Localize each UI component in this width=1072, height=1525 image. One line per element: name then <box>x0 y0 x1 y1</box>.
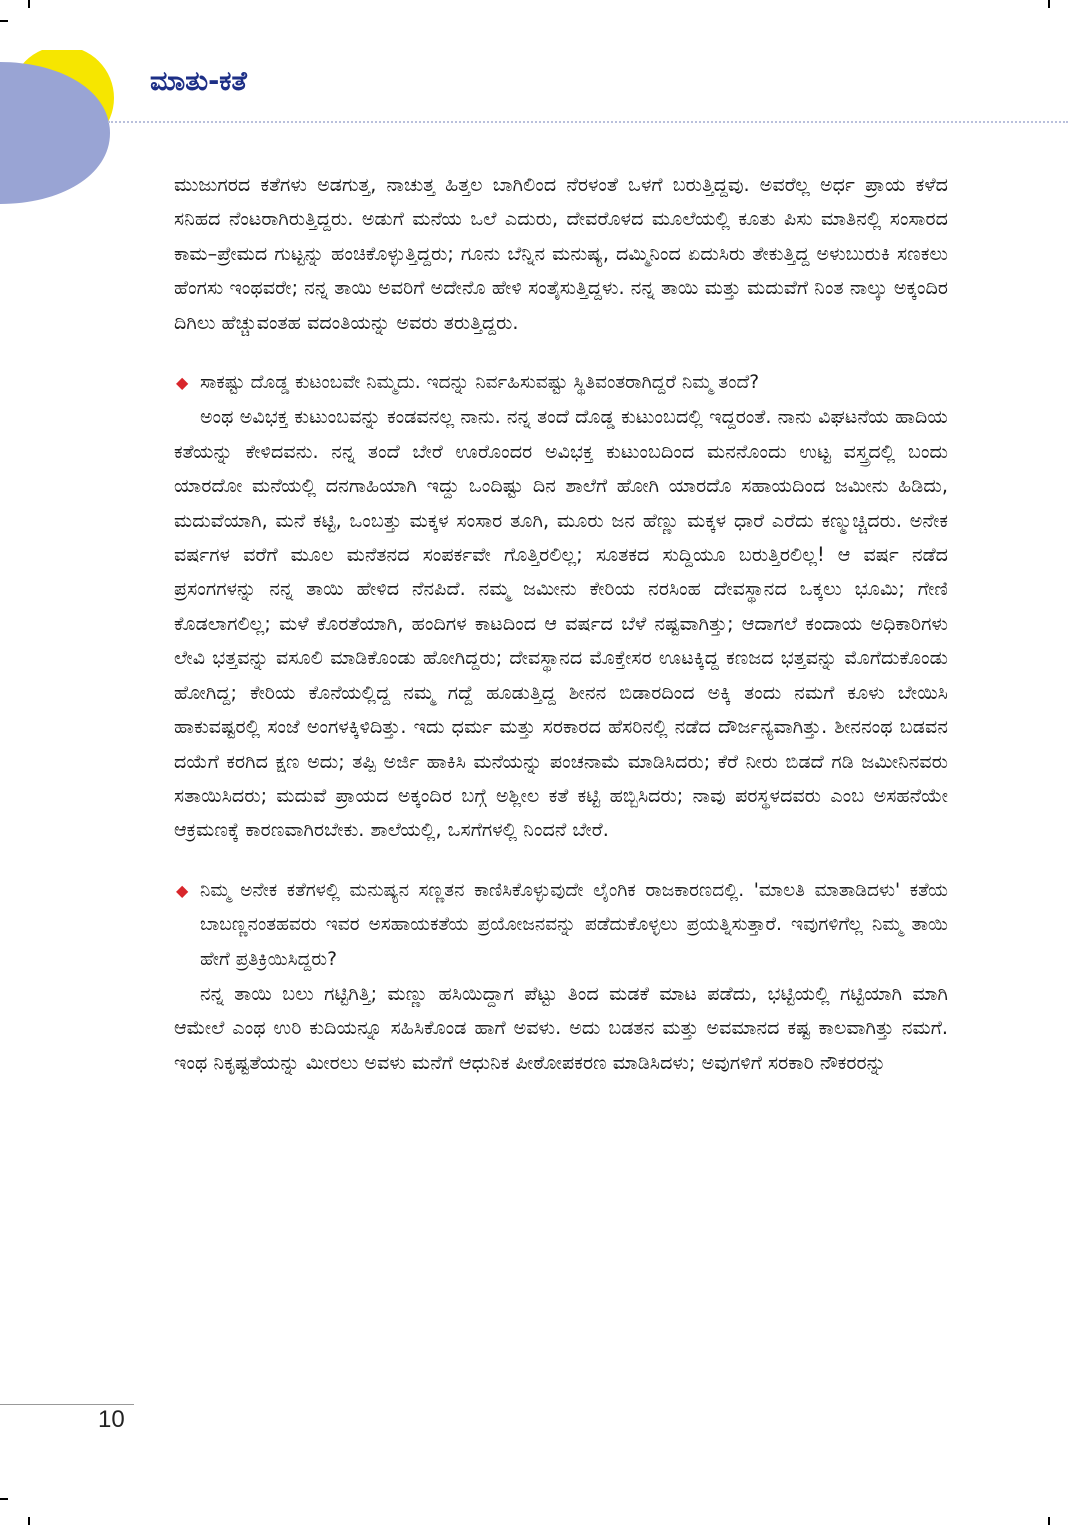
question-2 <box>174 874 948 977</box>
bullet-diamond-icon: ◆ <box>176 373 189 393</box>
bullet-diamond-icon: ◆ <box>176 880 189 900</box>
answer-2: ನನ್ನ ತಾಯಿ ಬಲು ಗಟ್ಟಿಗಿತ್ತಿ; ಮಣ್ಣು ಹಸಿಯಿದ್ದಾಗ ಪೆಟ್ಟು ತಿಂದ ಮಡಕೆ ಮಾಟ ಪಡೆದು, ಭಟ್ಟಿಯಲ್ಲಿ ಗಟ್ಟಿಯಾಗಿ ಮಾಗಿ ಆಮೇಲೆ ಎಂಥ ಉರಿ ಕುದಿಯನ್ನೂ ಸಹಿಸಿಕೊಂಡ ಹಾಗೆ ಅವಳು. ಅದು ಬಡತನ ಮತ್ತು ಅವಮಾನದ ಕಷ್ಟ ಕಾಲವಾಗಿತ್ತು ನಮಗೆ. ಇಂಥ ನಿಕೃಷ್ಟತೆಯನ್ನು ಮೀರಲು ಅವಳು ಮನೆಗೆ ಆಧುನಿಕ ಪೀಠೋಪಕರಣ ಮಾಡಿಸಿದಳು; ಅವುಗಳಿಗೆ ಸರಕಾರಿ ನೌಕರರನ್ನು <box>174 981 948 1074</box>
page-number-rule <box>0 1404 134 1405</box>
page-number: 10 <box>98 1406 125 1433</box>
answer-1: ಅಂಥ ಅವಿಭಕ್ತ ಕುಟುಂಬವನ್ನು ಕಂಡವನಲ್ಲ ನಾನು. ನನ್ನ ತಂದೆ ದೊಡ್ಡ ಕುಟುಂಬದಲ್ಲಿ ಇದ್ದರಂತೆ. ನಾನು ವಿಘಟನೆಯ ಹಾದಿಯ ಕತೆಯನ್ನು ಕೇಳಿದವನು. ನನ್ನ ತಂದೆ ಬೇರೆ ಊರೊಂದರ ಅವಿಭಕ್ತ ಕುಟುಂಬದಿಂದ ಮನನೊಂದು ಉಟ್ಟ ವಸ್ತ್ರದಲ್ಲಿ ಬಂದು ಯಾರದೋ ಮನೆಯಲ್ಲಿ ದನಗಾಹಿಯಾಗಿ ಇದ್ದು ಒಂದಿಷ್ಟು ದಿನ ಶಾಲೆಗೆ ಹೋಗಿ ಯಾರದೊ ಸಹಾಯದಿಂದ ಜಮೀನು ಹಿಡಿದು, ಮದುವೆಯಾಗಿ, ಮನೆ ಕಟ್ಟಿ, ಒಂಬತ್ತು ಮಕ್ಕಳ ಸಂಸಾರ ತೂಗಿ, ಮೂರು ಜನ ಹೆಣ್ಣು ಮಕ್ಕಳ ಧಾರೆ ಎರೆದು ಕಣ್ಮುಚ್ಚಿದರು. ಅನೇಕ ವರ್ಷಗಳ ವರೆಗೆ ಮೂಲ ಮನೆತನದ ಸಂಪರ್ಕವೇ ಗೊತ್ತಿರಲಿಲ್ಲ; ಸೂತಕದ ಸುದ್ದಿಯೂ ಬರುತ್ತಿರಲಿಲ್ಲ! ಆ ವರ್ಷ ನಡೆದ ಪ್ರಸಂಗಗಳನ್ನು ನನ್ನ ತಾಯಿ ಹೇಳಿದ ನೆನಪಿದೆ. ನಮ್ಮ ಜಮೀನು ಕೇರಿಯ ನರಸಿಂಹ ದೇವಸ್ಥಾನದ ಒಕ್ಕಲು ಭೂಮಿ; ಗೇಣಿ ಕೊಡಲಾಗಲಿಲ್ಲ; ಮಳೆ ಕೊರತೆಯಾಗಿ, ಹಂದಿಗಳ ಕಾಟದಿಂದ ಆ ವರ್ಷದ ಬೆಳೆ ನಷ್ಟವಾಗಿತ್ತು; ಆದಾಗಲೆ ಕಂದಾಯ ಅಧಿಕಾರಿಗಳು ಲೇವಿ ಭತ್ತವನ್ನು ವಸೂಲಿ ಮಾಡಿಕೊಂಡು ಹೋಗಿದ್ದರು; ದೇವಸ್ಥಾನದ ಮೊಕ್ತೇಸರ ಊಟಕ್ಕಿದ್ದ ಕಣಜದ ಭತ್ತವನ್ನು ಮೊಗೆದುಕೊಂಡು ಹೋಗಿದ್ದ; ಕೇರಿಯ ಕೊನೆಯಲ್ಲಿದ್ದ ನಮ್ಮ ಗದ್ದೆ ಹೂಡುತ್ತಿದ್ದ ಶೀನನ ಬಿಡಾರದಿಂದ ಅಕ್ಕಿ ತಂದು ನಮಗೆ ಕೂಳು ಬೇಯಿಸಿ ಹಾಕುವಷ್ಟರಲ್ಲಿ ಸಂಜೆ ಅಂಗಳಕ್ಕಿಳಿದಿತ್ತು. ಇದು ಧರ್ಮ ಮತ್ತು ಸರಕಾರದ ಹೆಸರಿನಲ್ಲಿ ನಡೆದ ದೌರ್ಜನ್ಯವಾಗಿತ್ತು. ಶೀನನಂಥ ಬಡವನ ದಯೆಗೆ ಕರಗಿದ ಕ್ಷಣ ಅದು; ತಪ್ಪಿ ಅರ್ಜಿ ಹಾಕಿಸಿ ಮನೆಯನ್ನು ಪಂಚನಾಮೆ ಮಾಡಿಸಿದರು; ಕೆರೆ ನೀರು ಬಿಡದೆ ಗಡಿ ಜಮೀನಿನವರು ಸತಾಯಿಸಿದರು; ಮದುವೆ ಪ್ರಾಯದ ಅಕ್ಕಂದಿರ ಬಗ್ಗೆ ಅಶ್ಲೀಲ ಕತೆ ಕಟ್ಟಿ ಹಬ್ಬಿಸಿದರು; ನಾವು ಪರಸ್ಥಳದವರು ಎಂಬ ಅಸಹನೆಯೇ ಆಕ್ರಮಣಕ್ಕೆ ಕಾರಣವಾಗಿರಬೇಕು. ಶಾಲೆಯಲ್ಲಿ, ಒಸಗೆಗಳಲ್ಲಿ ನಿಂದನೆ ಬೇರೆ. <box>174 405 948 842</box>
crop-mark-bottom-left <box>28 1517 30 1525</box>
section-title: ಮಾತು-ಕತೆ <box>150 66 247 97</box>
crop-mark-top-left-h <box>0 20 8 22</box>
crop-mark-bottom-left-h <box>0 1498 8 1500</box>
intro-paragraph: ಮುಜುಗರದ ಕತೆಗಳು ಅಡಗುತ್ತ, ನಾಚುತ್ತ ಹಿತ್ತಲ ಬಾಗಿಲಿಂದ ನೆರಳಂತೆ ಒಳಗೆ ಬರುತ್ತಿದ್ದವು. ಅವರೆಲ್ಲ ಅರ್ಧ ಪ್ರಾಯ ಕಳೆದ ಸನಿಹದ ನೆಂಟರಾಗಿರುತ್ತಿದ್ದರು. ಅಡುಗೆ ಮನೆಯ ಒಲೆ ಎದುರು, ದೇವರೊಳದ ಮೂಲೆಯಲ್ಲಿ ಕೂತು ಪಿಸು ಮಾತಿನಲ್ಲಿ ಸಂಸಾರದ ಕಾಮ–ಪ್ರೇಮದ ಗುಟ್ಟನ್ನು ಹಂಚಿಕೊಳ್ಳುತ್ತಿದ್ದರು; ಗೂನು ಬೆನ್ನಿನ ಮನುಷ್ಯ, ದಮ್ಮಿನಿಂದ ಏದುಸಿರು ತೇಕುತ್ತಿದ್ದ ಅಳುಬುರುಕಿ ಸಣಕಲು ಹೆಂಗಸು ಇಂಥವರೇ; ನನ್ನ ತಾಯಿ ಅವರಿಗೆ ಅದೇನೊ ಹೇಳಿ ಸಂತೈಸುತ್ತಿದ್ದಳು. ನನ್ನ ತಾಯಿ ಮತ್ತು ಮದುವೆಗೆ ನಿಂತ ನಾಲ್ಕು ಅಕ್ಕಂದಿರ ದಿಗಿಲು ಹೆಚ್ಚುವಂತಹ ವದಂತಿಯನ್ನು ಅವರು ತರುತ್ತಿದ್ದರು. <box>174 173 948 334</box>
dotted-divider <box>108 121 1068 123</box>
decorative-circles <box>0 50 130 210</box>
crop-mark-top-right <box>1048 0 1050 8</box>
article-body <box>174 168 948 1080</box>
crop-mark-bottom-right <box>1048 1517 1050 1525</box>
question-1 <box>174 366 948 400</box>
question-1-text: ಸಾಕಷ್ಟು ದೊಡ್ಡ ಕುಟಂಬವೇ ನಿಮ್ಮದು. ಇದನ್ನು ನಿರ್ವಹಿಸುವಷ್ಟು ಸ್ಥಿತಿವಂತರಾಗಿದ್ದರೆ ನಿಮ್ಮ ತಂದೆ? <box>200 372 760 394</box>
question-2-text: ನಿಮ್ಮ ಅನೇಕ ಕತೆಗಳಲ್ಲಿ ಮನುಷ್ಯನ ಸಣ್ಣತನ ಕಾಣಿಸಿಕೊಳ್ಳುವುದೇ ಲೈಂಗಿಕ ರಾಜಕಾರಣದಲ್ಲಿ. 'ಮಾಲತಿ ಮಾತಾಡಿದಳು' ಕತೆಯ ಬಾಬಣ್ಣನಂತಹವರು ಇವರ ಅಸಹಾಯಕತೆಯ ಪ್ರಯೋಜನವನ್ನು ಪಡೆದುಕೊಳ್ಳಲು ಪ್ರಯತ್ನಿಸುತ್ತಾರೆ. ಇವುಗಳಿಗೆಲ್ಲ ನಿಮ್ಮ ತಾಯಿ ಹೇಗೆ ಪ್ರತಿಕ್ರಿಯಿಸಿದ್ದರು? <box>200 879 948 970</box>
crop-mark-top-left <box>28 0 30 8</box>
